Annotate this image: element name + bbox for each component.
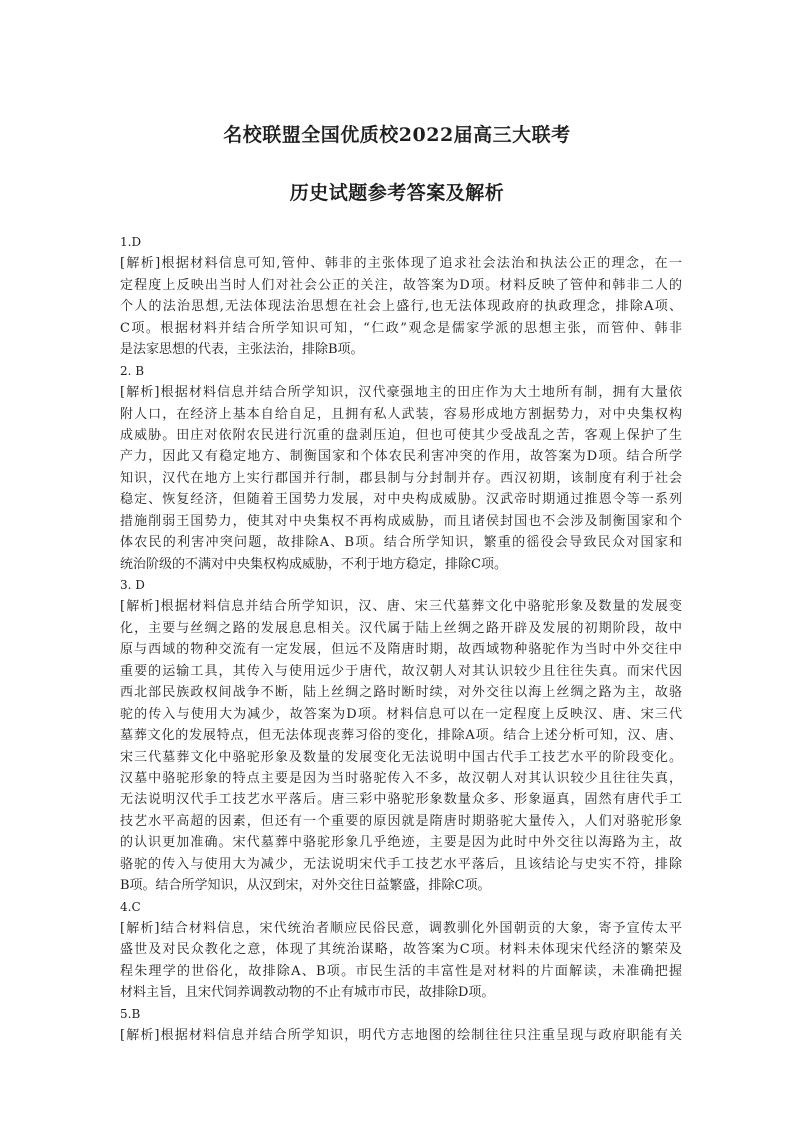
- analysis-line: 技艺水平高超的因素，但还有一个重要的原因就是隋唐时期骆驼大量传入，人们对骆驼形象: [120, 813, 682, 829]
- answer-item: [120, 575, 682, 897]
- answer-label: 2. B: [120, 363, 145, 378]
- analysis-line: 定程度上反映出当时人们对社会公正的关注，故答案为D项。材料反映了管仲和韩非二人的: [120, 277, 682, 293]
- analysis-line: 原与西域的物种交流有一定发展，但远不及隋唐时期，故西域物种骆驼作为当时中外交往中: [120, 642, 682, 658]
- answer-label: 1.D: [120, 235, 142, 249]
- answer-item: [120, 361, 682, 575]
- analysis-line: 盛世及对民众教化之意，体现了其统治谋略，故答案为C项。材料未体现宋代经济的繁荣及: [120, 942, 682, 958]
- answer-label: 4.C: [120, 899, 141, 914]
- analysis-line: [解析]结合材料信息，宋代统治者顺应民俗民意，调教驯化外国朝贡的大象，寄予宣传太平: [120, 921, 682, 936]
- analysis-line: [解析]根据材料信息并结合所学知识，汉、唐、宋三代墓葬文化中骆驼形象及数量的发展变: [120, 599, 682, 615]
- answer-item: [120, 897, 682, 1004]
- analysis-line: 骆驼的传入与使用大为减少，无法说明宋代手工技艺水平落后，且该结论与史实不符，排除: [120, 856, 682, 872]
- answer-analysis-body: [120, 232, 682, 1047]
- analysis-line: C项。根据材料并结合所学知识可知，“仁政”观念是儒家学派的思想主张，而管仲、韩非: [120, 320, 682, 336]
- document-subtitle: 历史试题参考答案及解析: [289, 182, 505, 204]
- analysis-line: [解析]根据材料信息并结合所学知识，明代方志地图的绘制往往只注重呈现与政府职能有关: [120, 1028, 682, 1044]
- analysis-line: 驼的传入与使用大为减少，故答案为D项。材料信息可以在一定程度上反映汉、唐、宋三代: [120, 706, 682, 722]
- analysis-line: 措施削弱王国势力，使其对中央集权不再构成威胁，而且诸侯封国也不会涉及制衡国家和个: [120, 513, 682, 529]
- analysis-line: B项。结合所学知识，从汉到宋，对外交往日益繁盛，排除C项。: [120, 878, 491, 894]
- analysis-line: 宋三代墓葬文化中骆驼形象及数量的发展变化无法说明中国古代手工技艺水平的阶段变化。: [120, 749, 682, 765]
- analysis-line: [解析]根据材料信息并结合所学知识，汉代豪强地主的田庄作为大土地所有制，拥有大量依: [120, 385, 682, 401]
- analysis-line: 体农民的利害冲突问题，故排除A、B项。结合所学知识，繁重的徭役会导致民众对国家和: [120, 535, 682, 551]
- answer-label: 3. D: [120, 578, 145, 592]
- analysis-line: 附人口，在经济上基本自给自足，且拥有私人武装，容易形成地方割据势力，对中央集权构: [120, 406, 682, 422]
- analysis-line: 产力，因此又有稳定地方、制衡国家和个体农民利害冲突的作用，故答案为D项。结合所学: [120, 449, 682, 465]
- document-title: 名校联盟全国优质校2022届高三大联考: [223, 124, 571, 146]
- analysis-line: 材料主旨，且宋代饲养调教动物的不止有城市市民，故排除D项。: [120, 985, 495, 1001]
- analysis-line: 程朱理学的世俗化，故排除A、B项。市民生活的丰富性是对材料的片面解读，未准确把握: [120, 963, 682, 979]
- analysis-line: 个人的法治思想,无法体现法治思想在社会上盛行,也无法体现政府的执政理念，排除A项、: [120, 299, 682, 315]
- analysis-line: 的认识更加准确。宋代墓葬中骆驼形象几乎绝迹，主要是因为此时中外交往以海路为主，故: [120, 835, 682, 851]
- analysis-line: 汉墓中骆驼形象的特点主要是因为当时骆驼传入不多，故汉朝人对其认识较少且往往失真，: [120, 770, 682, 786]
- analysis-line: 成威胁。田庄对依附农民进行沉重的盘剥压迫，但也可使其少受战乱之苦，客观上保护了生: [120, 427, 682, 443]
- analysis-line: 知识，汉代在地方上实行郡国并行制，郡县制与分封制并存。西汉初期，该制度有利于社会: [120, 470, 682, 486]
- answer-item: [120, 232, 682, 361]
- answer-item: [120, 1004, 682, 1047]
- analysis-line: 墓葬文化的发展特点，但无法体现丧葬习俗的变化，排除A项。结合上述分析可知，汉、唐、: [120, 728, 682, 744]
- analysis-line: 稳定、恢复经济，但随着王国势力发展，对中央构成威胁。汉武帝时期通过推恩令等一系列: [120, 492, 682, 508]
- analysis-line: 统治阶级的不满对中央集权构成威胁，不利于地方稳定，排除C项。: [120, 556, 507, 572]
- analysis-line: 西北部民族政权间战争不断，陆上丝绸之路时断时续，对外交往以海上丝绸之路为主，故骆: [120, 685, 682, 701]
- analysis-line: 无法说明汉代手工技艺水平落后。唐三彩中骆驼形象数量众多、形象逼真，固然有唐代手工: [120, 792, 682, 808]
- analysis-line: [解析]根据材料信息可知,管仲、韩非的主张体现了追求社会法治和执法公正的理念，在一: [120, 256, 682, 272]
- analysis-line: 化，主要与丝绸之路的发展息息相关。汉代属于陆上丝绸之路开辟及发展的初期阶段，故中: [120, 620, 682, 636]
- analysis-line: 重要的运输工具，其传入与使用远少于唐代，故汉朝人对其认识较少且往往失真。而宋代因: [120, 663, 682, 679]
- analysis-line: 是法家思想的代表，主张法治，排除B项。: [120, 342, 364, 358]
- answer-label: 5.B: [120, 1006, 141, 1021]
